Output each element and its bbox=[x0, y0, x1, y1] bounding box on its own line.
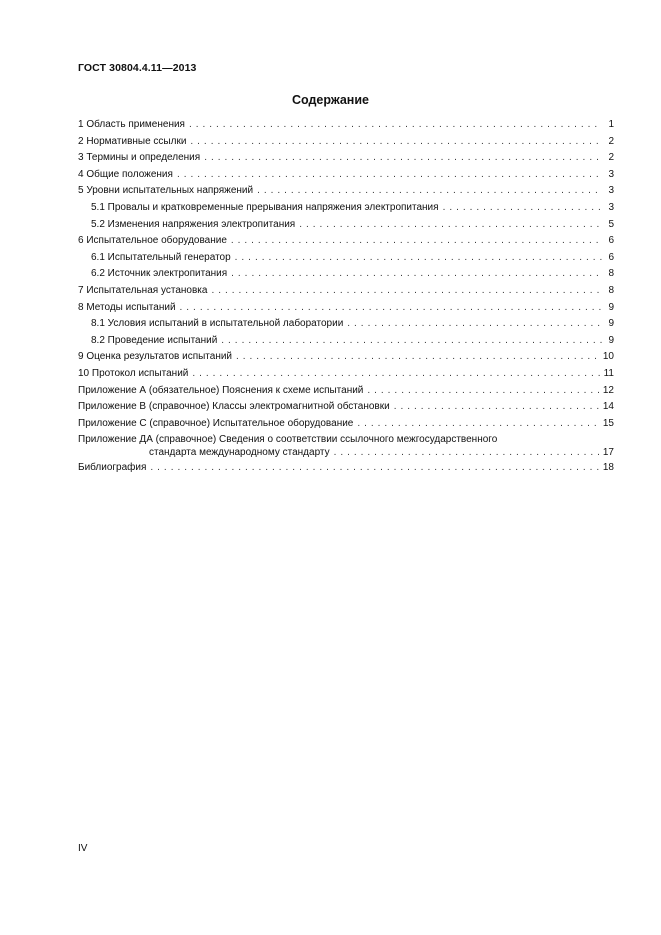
toc-entry-page: 2 bbox=[608, 152, 614, 164]
toc-entry-appendix-da[interactable] bbox=[78, 434, 614, 459]
toc-entry-8-2[interactable] bbox=[78, 335, 614, 352]
dot-leader bbox=[357, 418, 599, 430]
toc-entry-title: 6.1 Испытательный генератор bbox=[91, 251, 231, 263]
toc-entry-title: 6.2 Источник электропитания bbox=[91, 268, 228, 280]
toc-entry-5-2[interactable] bbox=[78, 219, 614, 236]
toc-entry-page: 12 bbox=[602, 384, 614, 396]
toc-entry-page: 18 bbox=[602, 462, 614, 474]
table-of-contents bbox=[78, 119, 614, 479]
dot-leader bbox=[192, 368, 599, 380]
toc-entry-6-2[interactable] bbox=[78, 268, 614, 285]
dot-leader bbox=[221, 335, 602, 347]
toc-entry-page: 1 bbox=[608, 119, 614, 130]
toc-entry-title: 9 Оценка результатов испытаний bbox=[78, 351, 233, 363]
toc-entry-page: 6 bbox=[608, 251, 614, 263]
toc-entry-5[interactable] bbox=[78, 185, 614, 202]
toc-entry-8-1[interactable] bbox=[78, 318, 614, 335]
toc-entry-page: 8 bbox=[608, 268, 614, 280]
toc-entry-2[interactable] bbox=[78, 136, 614, 153]
toc-entry-title: 4 Общие положения bbox=[78, 168, 173, 180]
toc-entry-page: 17 bbox=[602, 447, 614, 459]
toc-entry-page: 2 bbox=[608, 135, 614, 147]
toc-entry-6[interactable] bbox=[78, 235, 614, 252]
toc-entry-page: 9 bbox=[608, 334, 614, 346]
dot-leader bbox=[211, 285, 602, 297]
toc-entry-page: 11 bbox=[603, 367, 614, 379]
toc-entry-title: 8.1 Условия испытаний в испытательной лаборатории bbox=[91, 318, 344, 330]
toc-entry-8[interactable] bbox=[78, 302, 614, 319]
toc-entry-title: 5.1 Провалы и кратковременные прерывания напряжения электропитания bbox=[91, 201, 439, 213]
toc-entry-title-line1: Приложение ДА (справочное) Сведения о соответствии ссылочного межгосударственного bbox=[78, 434, 498, 446]
page-number: IV bbox=[78, 843, 88, 854]
dot-leader bbox=[257, 185, 602, 197]
toc-entry-title-line2: стандарта международному стандарту bbox=[149, 447, 330, 459]
dot-leader bbox=[347, 318, 602, 330]
toc-entry-page: 6 bbox=[608, 235, 614, 247]
toc-entry-1[interactable] bbox=[78, 119, 614, 136]
toc-entry-9[interactable] bbox=[78, 351, 614, 368]
toc-entry-page: 9 bbox=[608, 301, 614, 313]
toc-entry-appendix-a[interactable] bbox=[78, 385, 614, 402]
toc-entry-title: 8 Методы испытаний bbox=[78, 301, 176, 313]
dot-leader bbox=[443, 202, 602, 214]
toc-entry-title: Приложение В (справочное) Классы электромагнитной обстановки bbox=[78, 401, 390, 413]
toc-entry-title: 1 Область применения bbox=[78, 119, 185, 130]
toc-entry-page: 10 bbox=[602, 351, 614, 363]
toc-entry-4[interactable] bbox=[78, 169, 614, 186]
toc-entry-appendix-c[interactable] bbox=[78, 418, 614, 435]
dot-leader bbox=[190, 136, 602, 148]
toc-entry-title: 3 Термины и определения bbox=[78, 152, 201, 164]
dot-leader bbox=[180, 302, 602, 314]
toc-entry-bibliography[interactable] bbox=[78, 462, 614, 479]
toc-entry-page: 5 bbox=[608, 218, 614, 230]
dot-leader bbox=[236, 351, 599, 363]
toc-entry-3[interactable] bbox=[78, 152, 614, 169]
dot-leader bbox=[334, 447, 599, 459]
toc-entry-title: 2 Нормативные ссылки bbox=[78, 135, 187, 147]
toc-entry-title: 6 Испытательное оборудование bbox=[78, 235, 227, 247]
toc-entry-7[interactable] bbox=[78, 285, 614, 302]
dot-leader bbox=[189, 119, 602, 131]
dot-leader bbox=[394, 401, 599, 413]
toc-entry-title-line2-row bbox=[78, 447, 614, 459]
toc-entry-title: Библиография bbox=[78, 462, 147, 474]
document-code: ГОСТ 30804.4.11—2013 bbox=[78, 62, 197, 74]
toc-entry-page: 15 bbox=[602, 417, 614, 429]
toc-entry-page: 8 bbox=[608, 284, 614, 296]
toc-entry-page: 3 bbox=[608, 201, 614, 213]
toc-entry-appendix-b[interactable] bbox=[78, 401, 614, 418]
toc-entry-10[interactable] bbox=[78, 368, 614, 385]
dot-leader bbox=[177, 169, 602, 181]
dot-leader bbox=[231, 235, 602, 247]
toc-entry-5-1[interactable] bbox=[78, 202, 614, 219]
toc-entry-title: 5 Уровни испытательных напряжений bbox=[78, 185, 254, 197]
toc-entry-title: 7 Испытательная установка bbox=[78, 284, 208, 296]
toc-entry-page: 3 bbox=[608, 168, 614, 180]
toc-entry-page: 3 bbox=[608, 185, 614, 197]
toc-entry-page: 14 bbox=[602, 401, 614, 413]
dot-leader bbox=[299, 219, 602, 231]
dot-leader bbox=[367, 385, 598, 397]
toc-entry-page: 9 bbox=[608, 318, 614, 330]
toc-entry-title: 10 Протокол испытаний bbox=[78, 367, 189, 379]
dot-leader bbox=[235, 252, 602, 264]
toc-entry-title: Приложение А (обязательное) Пояснения к схеме испытаний bbox=[78, 384, 364, 396]
toc-title: Содержание bbox=[291, 93, 369, 107]
dot-leader bbox=[150, 462, 598, 474]
toc-entry-title: 8.2 Проведение испытаний bbox=[91, 334, 218, 346]
dot-leader bbox=[231, 268, 602, 280]
dot-leader bbox=[204, 152, 602, 164]
toc-entry-title: 5.2 Изменения напряжения электропитания bbox=[91, 218, 296, 230]
toc-entry-6-1[interactable] bbox=[78, 252, 614, 269]
toc-entry-title: Приложение С (справочное) Испытательное оборудование bbox=[78, 417, 354, 429]
